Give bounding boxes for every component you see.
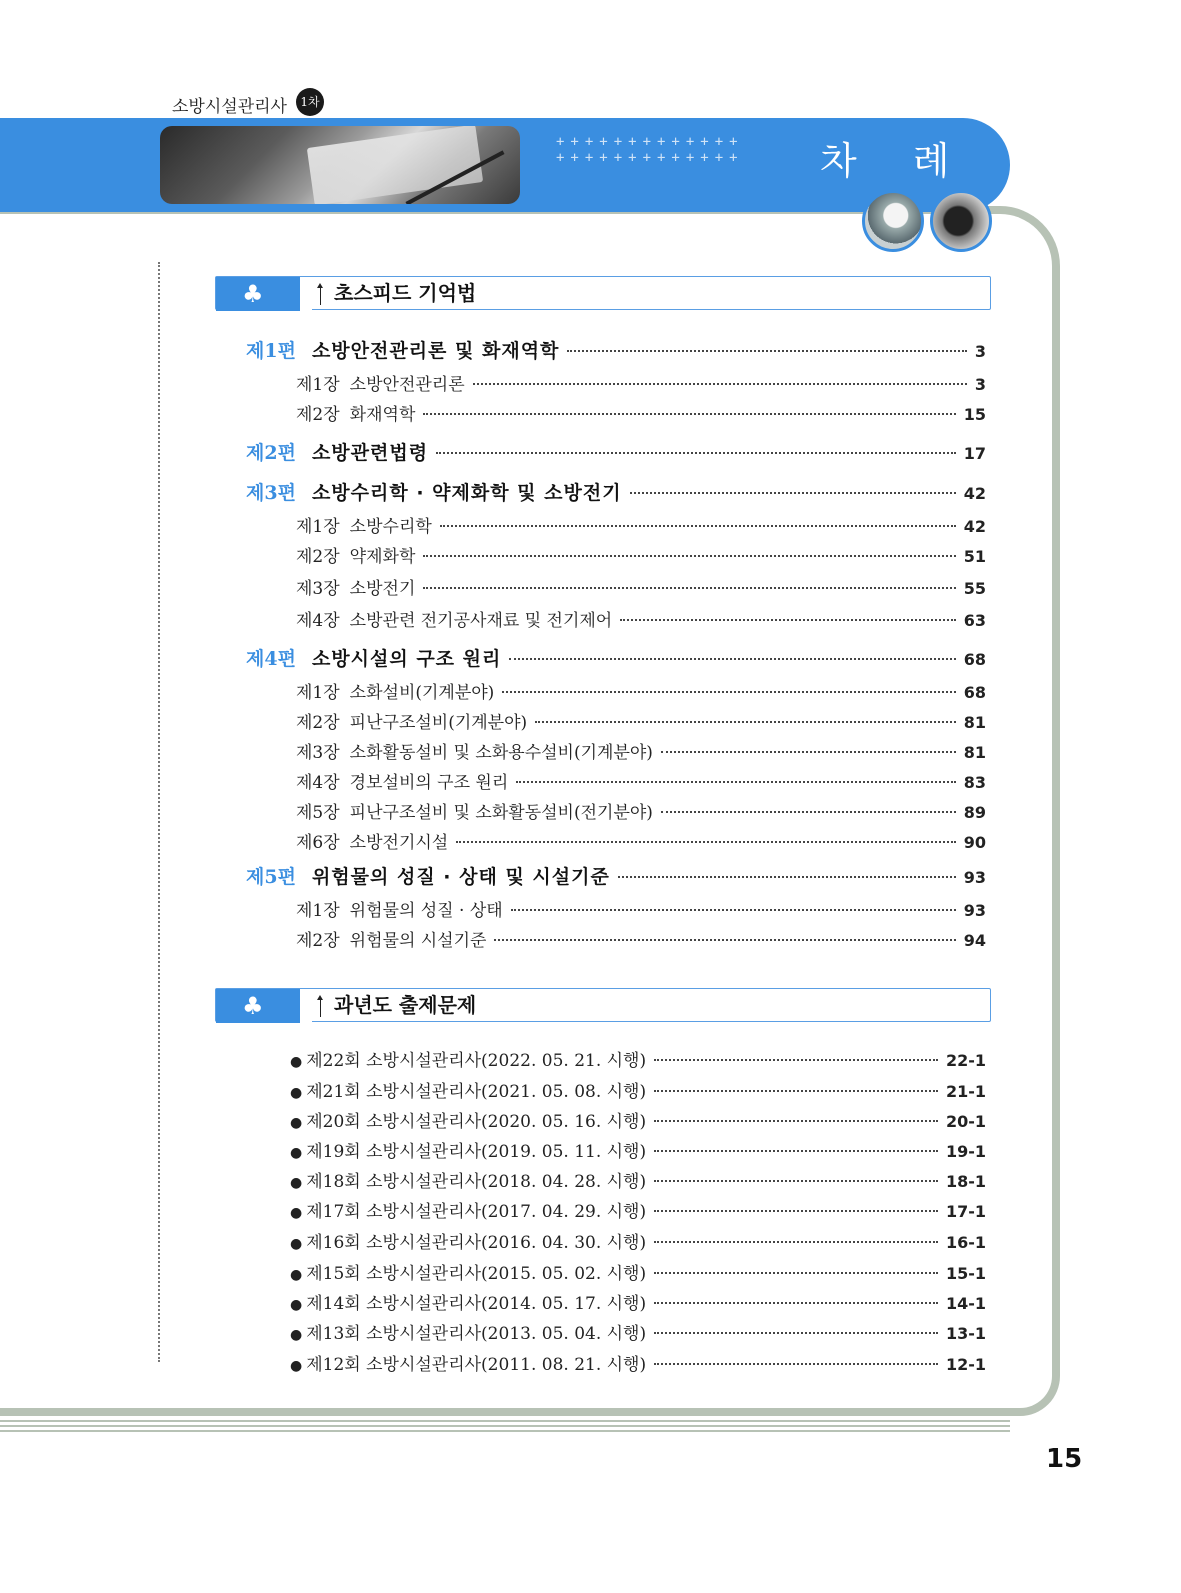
section-title: 차 례: [820, 139, 972, 183]
exam-title: 제19회 소방시설관리사(2019. 05. 11. 시행): [306, 1142, 647, 1162]
page-ref: 68: [963, 683, 986, 702]
page-ref: 90: [963, 833, 986, 852]
page-ref: 22-1: [945, 1051, 986, 1070]
bullet-icon: ●: [290, 1175, 303, 1191]
toc-exam-row[interactable]: [290, 1289, 986, 1314]
section-icon-block: [216, 277, 308, 311]
header-photo: [160, 126, 520, 204]
chapter-title: 소방수리학: [349, 517, 432, 537]
chapter-number: 제1장: [296, 517, 340, 537]
dot-leader: [630, 492, 956, 494]
frame-bottom-lines: [0, 1418, 1010, 1438]
page-ref: 93: [963, 901, 986, 920]
page-ref: 17: [963, 444, 986, 463]
toc-chapter-row[interactable]: [296, 926, 986, 951]
club-icon: ♣: [242, 992, 264, 1020]
toc-part-row[interactable]: [246, 438, 986, 465]
section-header: [215, 276, 991, 310]
page-ref: 15: [963, 405, 986, 424]
dot-leader: [516, 781, 955, 783]
page-ref: 94: [963, 931, 986, 950]
section-label: 과년도 출제문제: [334, 993, 477, 1017]
toc-chapter-row[interactable]: [296, 542, 986, 567]
exam-title: 제12회 소방시설관리사(2011. 08. 21. 시행): [306, 1355, 647, 1375]
page-ref: 16-1: [945, 1233, 986, 1252]
bullet-icon: ●: [290, 1358, 303, 1374]
chapter-number: 제6장: [296, 833, 340, 853]
page-ref: 89: [963, 803, 986, 822]
page-ref: 68: [963, 650, 986, 669]
part-number: 제2편: [246, 442, 296, 464]
page-ref: 42: [963, 517, 986, 536]
dot-leader: [509, 658, 955, 660]
page-ref: 3: [974, 375, 986, 394]
chapter-number: 제1장: [296, 375, 340, 395]
page-ref: 51: [963, 547, 986, 566]
toc-chapter-row[interactable]: [296, 400, 986, 425]
dot-leader: [473, 383, 967, 385]
exam-title: 제18회 소방시설관리사(2018. 04. 28. 시행): [306, 1172, 647, 1192]
toc-exam-row[interactable]: [290, 1107, 986, 1132]
dot-leader: [620, 619, 956, 621]
dot-leader: [661, 811, 956, 813]
chapter-number: 제2장: [296, 547, 340, 567]
chapter-number: 제5장: [296, 803, 340, 823]
dot-leader: [511, 909, 956, 911]
toc-chapter-row[interactable]: [296, 574, 986, 599]
dot-leader: [436, 452, 956, 454]
toc-part-row[interactable]: [246, 478, 986, 505]
toc-exam-row[interactable]: [290, 1077, 986, 1102]
chapter-title: 피난구조설비(기계분야): [349, 713, 528, 733]
chapter-number: 제4장: [296, 611, 340, 631]
chapter-title: 소방안전관리론: [349, 375, 465, 395]
page-ref: 20-1: [945, 1112, 986, 1131]
plus-row-2: +++++++++++++: [556, 150, 744, 166]
volume-badge: 1차: [296, 88, 324, 116]
page-ref: 18-1: [945, 1172, 986, 1191]
part-title: 소방수리학 · 약제화학 및 소방전기: [311, 482, 622, 504]
chapter-title: 소방전기: [349, 579, 416, 599]
page-ref: 19-1: [945, 1142, 986, 1161]
chapter-title: 위험물의 성질 · 상태: [349, 901, 503, 921]
page-ref: 12-1: [945, 1355, 986, 1374]
chapter-title: 화재역학: [349, 405, 416, 425]
part-number: 제4편: [246, 648, 296, 670]
chapter-title: 소화활동설비 및 소화용수설비(기계분야): [349, 743, 653, 763]
club-icon: ♣: [242, 280, 264, 308]
exam-title: 제16회 소방시설관리사(2016. 04. 30. 시행): [306, 1233, 647, 1253]
bullet-icon: ●: [290, 1297, 303, 1313]
toc-exam-row[interactable]: [290, 1319, 986, 1344]
section-header: [215, 988, 991, 1022]
dot-leader: [654, 1210, 938, 1212]
toc-exam-row[interactable]: [290, 1046, 986, 1071]
toc-chapter-row[interactable]: [296, 606, 986, 631]
toc-chapter-row[interactable]: [296, 370, 986, 395]
page-ref: 42: [963, 484, 986, 503]
page-ref: 17-1: [945, 1202, 986, 1221]
toc-part-row[interactable]: [246, 336, 986, 363]
exam-title: 제13회 소방시설관리사(2013. 05. 04. 시행): [306, 1324, 647, 1344]
dot-leader: [654, 1150, 938, 1152]
toc-exam-row[interactable]: [290, 1228, 986, 1253]
page-ref: 14-1: [945, 1294, 986, 1313]
page-ref: 15-1: [945, 1264, 986, 1283]
toc-chapter-row[interactable]: [296, 708, 986, 733]
dot-leader: [654, 1302, 938, 1304]
chapter-number: 제4장: [296, 773, 340, 793]
chapter-number: 제3장: [296, 579, 340, 599]
page-ref: 93: [963, 868, 986, 887]
toc-chapter-row[interactable]: [296, 678, 986, 703]
chapter-title: 위험물의 시설기준: [349, 931, 487, 951]
dot-leader: [423, 555, 955, 557]
page-ref: 81: [963, 713, 986, 732]
toc-chapter-row[interactable]: [296, 738, 986, 763]
chapter-number: 제1장: [296, 901, 340, 921]
bullet-icon: ●: [290, 1267, 303, 1283]
dot-leader: [618, 876, 956, 878]
toc-exam-row[interactable]: [290, 1197, 986, 1222]
page-ref: 63: [963, 611, 986, 630]
dot-leader: [456, 841, 956, 843]
page-ref: 83: [963, 773, 986, 792]
chapter-title: 약제화학: [349, 547, 416, 567]
exam-title: 제17회 소방시설관리사(2017. 04. 29. 시행): [306, 1202, 647, 1222]
toc-exam-row[interactable]: [290, 1259, 986, 1284]
toc-chapter-row[interactable]: [296, 828, 986, 853]
dot-leader: [654, 1090, 938, 1092]
chapter-number: 제1장: [296, 683, 340, 703]
toc-chapter-row[interactable]: [296, 512, 986, 537]
toc-exam-row[interactable]: [290, 1350, 986, 1375]
page-ref: 55: [963, 579, 986, 598]
toc-exam-row[interactable]: [290, 1137, 986, 1162]
margin-dotted-line: [158, 262, 160, 1362]
chapter-number: 제2장: [296, 931, 340, 951]
page-ref: 21-1: [945, 1082, 986, 1101]
dot-leader: [535, 721, 956, 723]
dot-leader: [654, 1180, 938, 1182]
toc-chapter-row[interactable]: [296, 768, 986, 793]
exam-title: 제14회 소방시설관리사(2014. 05. 17. 시행): [306, 1294, 647, 1314]
exam-title: 제22회 소방시설관리사(2022. 05. 21. 시행): [306, 1051, 647, 1071]
dot-leader: [654, 1059, 938, 1061]
chapter-title: 경보설비의 구조 원리: [349, 773, 509, 793]
tick-mark-icon: [320, 285, 321, 305]
bullet-icon: ●: [290, 1054, 303, 1070]
dot-leader: [423, 587, 955, 589]
part-title: 위험물의 성질 · 상태 및 시설기준: [311, 866, 610, 888]
part-title: 소방안전관리론 및 화재역학: [311, 340, 560, 362]
bullet-icon: ●: [290, 1205, 303, 1221]
section-label: 초스피드 기억법: [334, 281, 477, 305]
chapter-title: 소방전기시설: [349, 833, 449, 853]
bullet-icon: ●: [290, 1145, 303, 1161]
bullet-icon: ●: [290, 1115, 303, 1131]
equipment-photo-circle: [862, 190, 924, 252]
book-title: 소방시설관리사: [172, 97, 287, 117]
dot-leader: [502, 691, 955, 693]
section-icon-block: [216, 989, 308, 1023]
chapter-title: 소방관련 전기공사재료 및 전기제어: [349, 611, 613, 631]
bullet-icon: ●: [290, 1327, 303, 1343]
exam-title: 제15회 소방시설관리사(2015. 05. 02. 시행): [306, 1264, 647, 1284]
page-ref: 13-1: [945, 1324, 986, 1343]
dot-leader: [494, 939, 955, 941]
dot-leader: [654, 1363, 938, 1365]
toc-chapter-row[interactable]: [296, 798, 986, 823]
part-number: 제5편: [246, 866, 296, 888]
dot-leader: [440, 525, 956, 527]
tick-mark-icon: [320, 997, 321, 1017]
toc-exam-row[interactable]: [290, 1167, 986, 1192]
chapter-number: 제2장: [296, 405, 340, 425]
toc-part-row[interactable]: [246, 644, 986, 671]
toc-part-row[interactable]: [246, 862, 986, 889]
part-title: 소방시설의 구조 원리: [311, 648, 502, 670]
page-number: 15: [1046, 1444, 1083, 1474]
part-number: 제1편: [246, 340, 296, 362]
toc-chapter-row[interactable]: [296, 896, 986, 921]
chapter-title: 소화설비(기계분야): [349, 683, 495, 703]
exam-title: 제20회 소방시설관리사(2020. 05. 16. 시행): [306, 1112, 647, 1132]
chapter-number: 제2장: [296, 713, 340, 733]
dot-leader: [654, 1120, 938, 1122]
bullet-icon: ●: [290, 1085, 303, 1101]
dot-leader: [654, 1332, 938, 1334]
dot-leader: [661, 751, 956, 753]
equipment-photo-circle: [930, 190, 992, 252]
part-number: 제3편: [246, 482, 296, 504]
dot-leader: [567, 350, 966, 352]
dot-leader: [423, 413, 955, 415]
dot-leader: [654, 1241, 938, 1243]
part-title: 소방관련법령: [311, 442, 429, 464]
page-ref: 81: [963, 743, 986, 762]
plus-row-1: +++++++++++++: [556, 134, 744, 150]
bullet-icon: ●: [290, 1236, 303, 1252]
chapter-title: 피난구조설비 및 소화활동설비(전기분야): [349, 803, 653, 823]
page-ref: 3: [974, 342, 986, 361]
exam-title: 제21회 소방시설관리사(2021. 05. 08. 시행): [306, 1082, 647, 1102]
chapter-number: 제3장: [296, 743, 340, 763]
dot-leader: [654, 1272, 938, 1274]
